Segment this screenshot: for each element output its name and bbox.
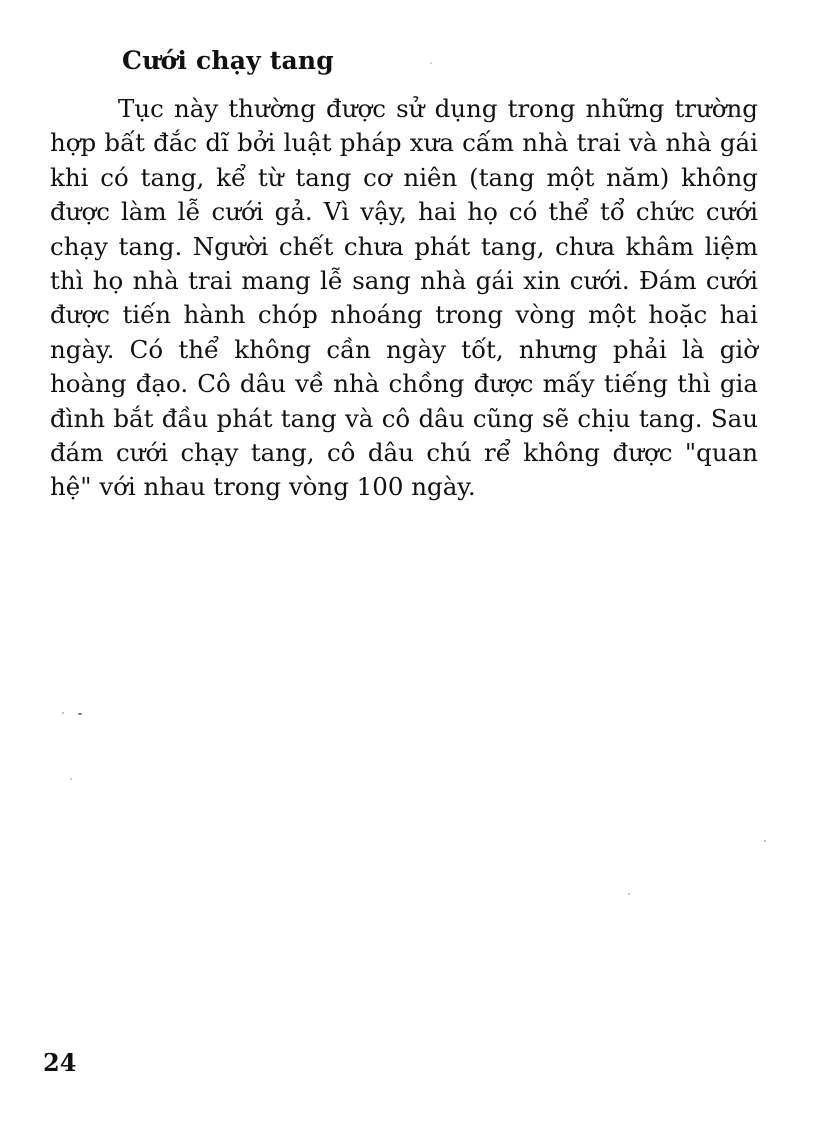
scan-speck xyxy=(78,713,82,715)
body-paragraph: Tục này thường được sử dụng trong những trường hợp bất đắc dĩ bởi luật pháp xưa cấm nhà trai và nhà gái khi có tang, kể từ tang cơ niên (tang một năm) không được làm lễ cưới gả. Vì vậy, hai họ có thể tổ chức cưới chạy tang. Người chết chưa phát tang, chưa khâm liệm thì họ nhà trai mang lễ sang nhà gái xin cưới. Đám cưới được tiến hành chóp nhoáng trong vòng một hoặc hai ngày. Có thể không cần ngày tốt, nhưng phải là giờ hoàng đạo. Cô dâu về nhà chồng được mấy tiếng thì gia đình bắt đầu phát tang và cô dâu cũng sẽ chịu tang. Sau đám cưới chạy tang, cô dâu chú rể không được "quan hệ" với nhau trong vòng 100 ngày. xyxy=(50,94,758,502)
section-heading: Cưới chạy tang xyxy=(122,46,334,75)
scan-speck xyxy=(70,778,72,780)
page-number: 24 xyxy=(43,1048,77,1077)
scan-speck xyxy=(628,893,630,895)
scan-speck xyxy=(764,840,766,842)
scan-speck xyxy=(62,712,64,714)
scan-speck xyxy=(430,62,432,64)
